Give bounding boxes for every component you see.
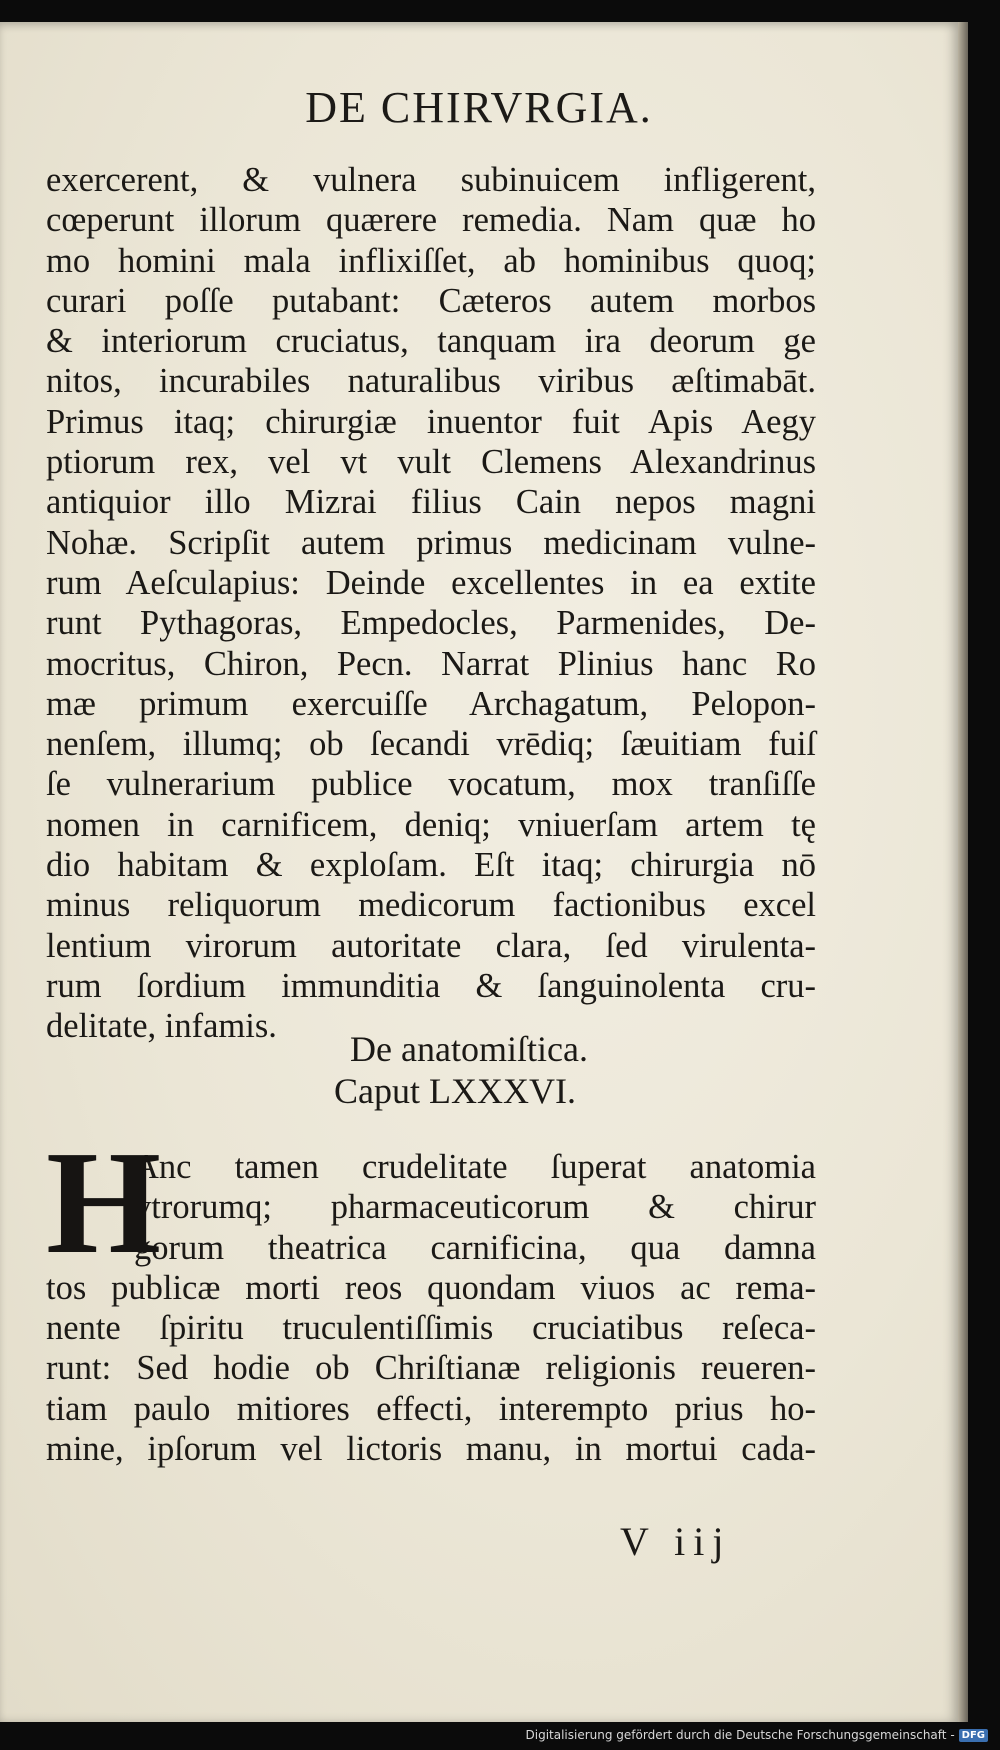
chapter-body-lines: [46, 1268, 816, 1469]
text-line: vtrorumq; pharmaceuticorum & chirur: [134, 1188, 816, 1227]
text-line: mine, ipſorum vel lictoris manu, in mortui cada-: [46, 1430, 816, 1469]
text-line: curari poſſe putabant: Cæteros autem morbos: [46, 281, 816, 320]
text-line: rum Aeſculapius: Deinde excellentes in ea extite: [46, 563, 816, 602]
signature-mark: V iij: [620, 1519, 732, 1564]
text-line: mæ primum exercuiſſe Archagatum, Pelopon-: [46, 684, 816, 723]
running-head: DE CHIRVRGIA.: [305, 83, 653, 132]
page-edge: [958, 22, 968, 1722]
text-line: tiam paulo mitiores effecti, interempto prius ho-: [46, 1389, 816, 1428]
text-line: nenſem, illumq; ob ſecandi vrēdiq; ſæuitiam fuiſ: [46, 725, 816, 764]
text-line: mo homini mala inflixiſſet, ab hominibus quoq;: [46, 241, 816, 280]
footer-credit: [526, 1728, 989, 1742]
text-line: minus reliquorum medicorum factionibus excel: [46, 886, 816, 925]
text-line: mocritus, Chiron, Pecn. Narrat Plinius hanc Ro: [46, 644, 816, 683]
drop-cap-initial: H: [46, 1121, 162, 1285]
text-line: lentium virorum autoritate clara, ſed virulenta-: [46, 926, 816, 965]
text-line: runt Pythagoras, Empedocles, Parmenides, De-: [46, 604, 816, 643]
text-line: gorum theatrica carnificina, qua damna: [134, 1228, 816, 1267]
text-line: nente ſpiritu truculentiſſimis cruciatibus reſeca-: [46, 1309, 816, 1348]
body-text: [46, 160, 816, 1047]
text-line: nitos, incurabiles naturalibus viribus æſtimabāt.: [46, 362, 816, 401]
text-line: & interiorum cruciatus, tanquam ira deorum ge: [46, 322, 816, 361]
text-line: Anc tamen crudelitate ſuperat anatomia: [134, 1148, 816, 1186]
text-line: delitate, infamis.: [46, 1007, 277, 1046]
chapter-text: [46, 1121, 816, 1469]
text-line: Nohæ. Scripſit autem primus medicinam vulne-: [46, 523, 816, 562]
text-line: dio habitam & exploſam. Eſt itaq; chirurgia nō: [46, 846, 816, 885]
footer-bar: [0, 1722, 1000, 1750]
text-line: rum ſordium immunditia & ſanguinolenta cru-: [46, 966, 816, 1005]
footer-credit-text: Digitalisierung gefördert durch die Deutsche Forschungsgemeinschaft -: [525, 1728, 955, 1742]
text-line: Primus itaq; chirurgiæ inuentor fuit Apis Aegy: [46, 402, 816, 441]
dfg-logo: DFG: [959, 1729, 988, 1742]
text-line: ptiorum rex, vel vt vult Clemens Alexandrinus: [46, 443, 816, 482]
chapter-number: Caput LXXXVI.: [334, 1071, 576, 1111]
text-line: antiquior illo Mizrai filius Cain nepos magni: [46, 483, 816, 522]
text-line: exercerent, & vulnera subinuicem infligerent,: [46, 161, 816, 199]
text-line: nomen in carnificem, deniq; vniuerſam artem tę: [46, 805, 816, 844]
text-line: runt: Sed hodie ob Chriſtianæ religionis reueren-: [46, 1349, 816, 1388]
book-page: [0, 22, 958, 1722]
text-line: cœperunt illorum quærere remedia. Nam quæ ho: [46, 201, 816, 240]
text-line: ſe vulnerarium publice vocatum, mox tranſiſſe: [46, 765, 816, 804]
chapter-title: De anatomiſtica.: [350, 1029, 588, 1069]
text-line: tos publicæ morti reos quondam viuos ac rema-: [46, 1268, 816, 1307]
chapter-indented-lines: [46, 1147, 816, 1268]
